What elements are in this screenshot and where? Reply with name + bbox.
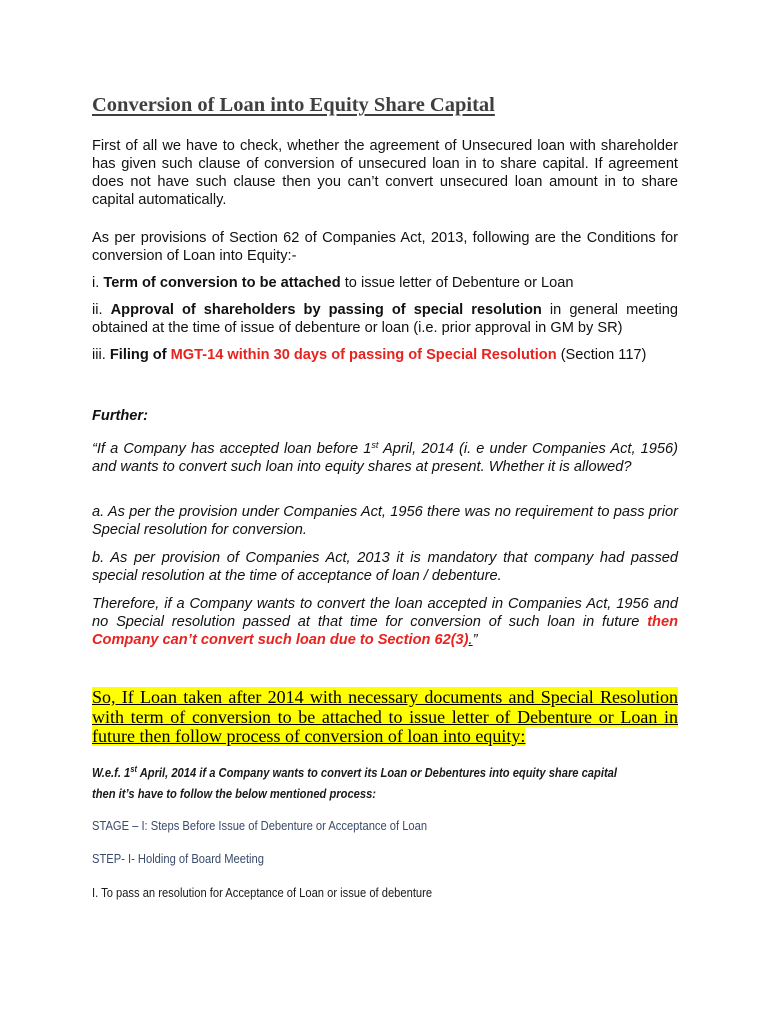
- step-heading: STEP- I- Holding of Board Meeting: [92, 851, 264, 866]
- therefore-paragraph: Therefore, if a Company wants to convert the loan accepted in Companies Act, 1956 and no Special resolution passed at that time for conversion of such loan in future then Company can’t convert such loan due to Section 62(3).”: [92, 596, 678, 648]
- further-heading: Further:: [92, 408, 148, 424]
- highlighted-paragraph: So, If Loan taken after 2014 with necessary documents and Special Resolution with term of conversion to be attached to issue letter of Debenture or Loan in future then follow process of conversion of loan into equity:: [92, 687, 678, 746]
- stage-heading: STAGE – I: Steps Before Issue of Debenture or Acceptance of Loan: [92, 818, 428, 833]
- wef-paragraph: W.e.f. 1st April, 2014 if a Company wants to convert its Loan or Debentures into equity share capital then it’s have to follow the below mentioned process:: [92, 764, 617, 801]
- quote-question: “If a Company has accepted loan before 1st April, 2014 (i. e under Companies Act, 1956) and wants to convert such loan into equity shares at present. Whether it is allowed?: [92, 440, 678, 475]
- point-b: b. As per provision of Companies Act, 2013 it is mandatory that company had passed special resolution at the time of acceptance of loan / debenture.: [92, 550, 678, 584]
- intro-paragraph: First of all we have to check, whether the agreement of Unsecured loan with shareholder has given such clause of conversion of unsecured loan in to share capital. If agreement does not have such clause then you can’t convert unsecured loan amount in to share capital automatically.: [92, 138, 678, 208]
- condition-3: iii. Filing of MGT-14 within 30 days of passing of Special Resolution (Section 117): [92, 347, 647, 363]
- point-a: a. As per the provision under Companies Act, 1956 there was no requirement to pass prior Special resolution for conversion.: [92, 504, 678, 538]
- provisions-paragraph: As per provisions of Section 62 of Companies Act, 2013, following are the Conditions for conversion of Loan into Equity:-: [92, 230, 678, 264]
- step-item: I. To pass an resolution for Acceptance of Loan or issue of debenture: [92, 885, 433, 900]
- condition-1: i. Term of conversion to be attached to issue letter of Debenture or Loan: [92, 275, 574, 291]
- condition-2: ii. Approval of shareholders by passing of special resolution in general meeting obtained at the time of issue of debenture or loan (i.e. prior approval in GM by SR): [92, 302, 678, 336]
- document-title: Conversion of Loan into Equity Share Capital: [92, 94, 495, 116]
